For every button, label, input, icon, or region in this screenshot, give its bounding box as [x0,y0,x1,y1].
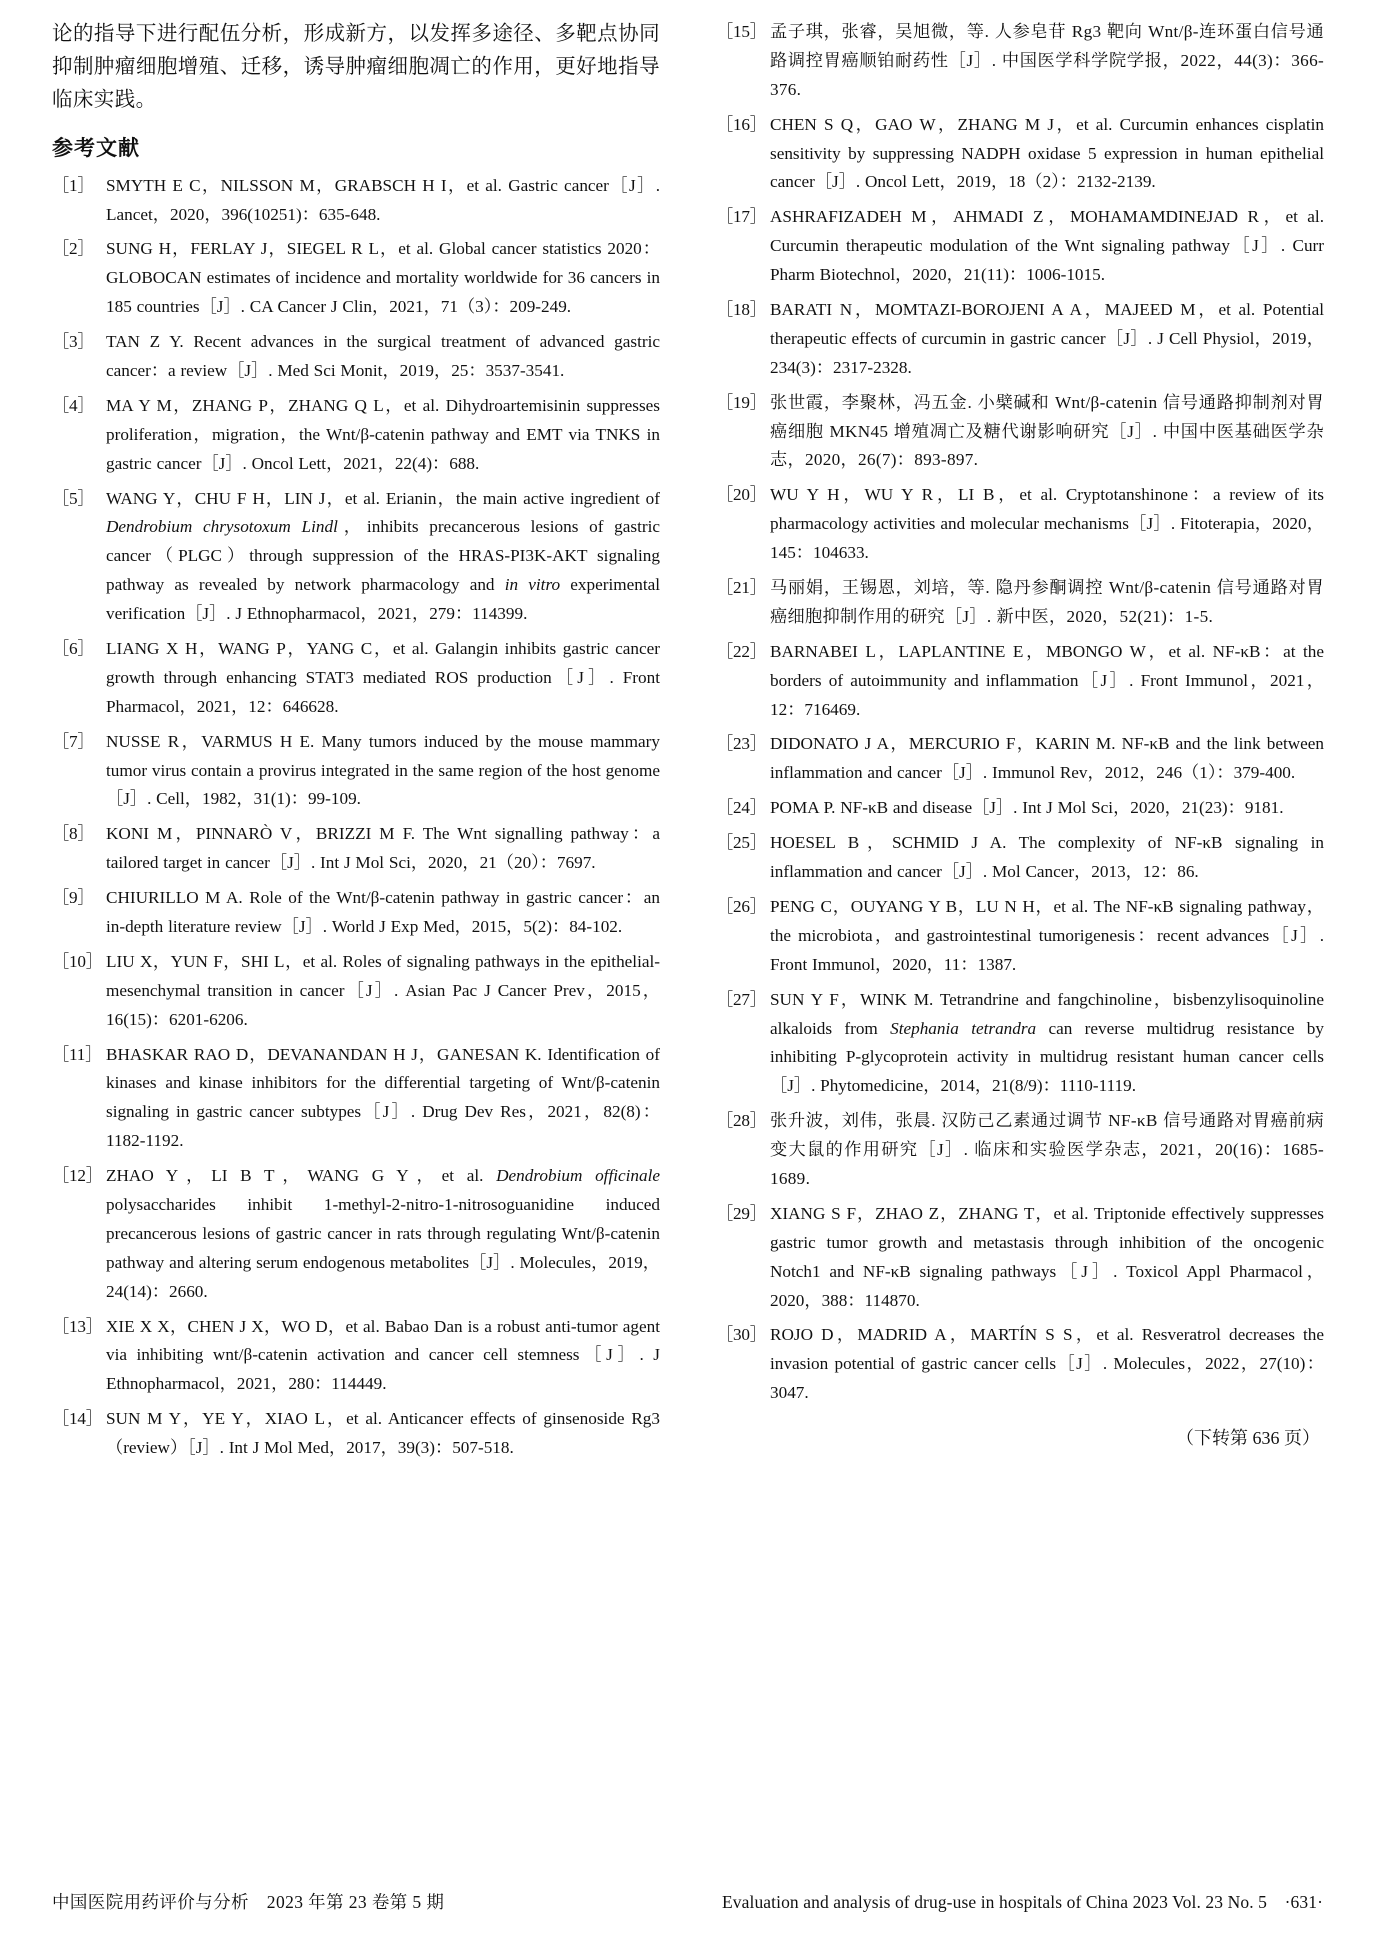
reference-number: ［23］ [716,734,767,754]
reference-text: HOESEL B，SCHMID J A. The complexity of NF-κB signaling in inflammation and cancer［J］. Mol Cancer，2013，12：86. [770,833,1324,882]
reference-text: TAN Z Y. Recent advances in the surgical treatment of advanced gastric cancer：a review［J］. Med Sci Monit，2019，25：3537-3541. [106,332,660,380]
reference-entry [716,1107,1324,1194]
reference-entry [716,203,1324,290]
reference-entry [52,1162,660,1306]
reference-number: ［16］ [716,114,767,134]
reference-entry [716,18,1324,105]
reference-text: 孟子琪，张睿，吴旭微，等. 人参皂苷 Rg3 靶向 Wnt/β-连环蛋白信号通路调控胃癌顺铂耐药性［J］. 中国医学科学院学报，2022，44(3)：366-376. [770,22,1324,99]
reference-number: ［12］ [52,1166,103,1186]
reference-entry [52,172,660,230]
reference-number: ［27］ [716,989,767,1009]
reference-entry [52,948,660,1035]
reference-entry [52,485,660,629]
footer-journal-name-en: Evaluation and analysis of drug-use in hospitals of China 2023 Vol. 23 No. 5 ·631· [721,1892,1323,1912]
reference-entry [52,820,660,878]
reference-number: ［26］ [716,896,767,916]
reference-text: 马丽娟，王锡恩，刘培，等. 隐丹参酮调控 Wnt/β-catenin 信号通路对胃癌细胞抑制作用的研究［J］. 新中医，2020，52(21)：1-5. [770,578,1324,626]
reference-number: ［22］ [716,641,767,661]
reference-number: ［1］ [52,175,95,195]
reference-entry [52,884,660,942]
two-column-body [52,18,1323,1469]
reference-number: ［19］ [716,392,767,412]
reference-entry [716,481,1324,568]
reference-entry [716,574,1324,632]
reference-entry [716,794,1324,823]
reference-number: ［29］ [716,1203,767,1223]
reference-entry [716,730,1324,788]
reference-text: BARNABEI L，LAPLANTINE E，MBONGO W，et al. NF-κB：at the borders of autoimmunity and inflammation［J］. Front Immunol，2021，12：716469. [770,641,1324,719]
reference-number: ［9］ [52,888,95,908]
reference-number: ［30］ [716,1325,767,1345]
reference-text: LIU X，YUN F，SHI L，et al. Roles of signaling pathways in the epithelial-mesenchymal transition in cancer［J］. Asian Pac J Cancer Prev，2015，16(15)：6201-6206. [106,951,660,1029]
continued-note: （下转第 636 页） [1176,1428,1320,1449]
reference-text: CHEN S Q，GAO W，ZHANG M J，et al. Curcumin enhances cisplatin sensitivity by suppressing NADPH oxidase 5 expression in human epithelial cancer［J］. Oncol Lett，2019，18（2）：2132-2139. [770,114,1324,192]
reference-number: ［5］ [52,488,95,508]
reference-number: ［20］ [716,485,767,505]
reference-text: SUNG H，FERLAY J，SIEGEL R L，et al. Global cancer statistics 2020：GLOBOCAN estimates of incidence and mortality worldwide for 36 cancers in 185 countries［J］. CA Cancer J Clin，2021，71（3）：209-249. [106,239,660,317]
reference-number: ［21］ [716,578,767,598]
reference-number: ［24］ [716,798,767,818]
reference-text: ZHAO Y，LI B T，WANG G Y，et al. Dendrobium officinale polysaccharides inhibit 1-methyl-2-nitro-1-nitrosoguanidine induced precancerous lesions of gastric cancer in rats through regulating Wnt/β-catenin pathway and altering serum endogenous metabolites［J］. Molecules，2019，24(14)：2660. [106,1166,660,1301]
reference-number: ［10］ [52,951,103,971]
reference-number: ［8］ [52,824,95,844]
intro-paragraph: 论的指导下进行配伍分析，形成新方，以发挥多途径、多靶点协同抑制肿瘤细胞增殖、迁移，诱导肿瘤细胞凋亡的作用，更好地指导临床实践。 [52,23,660,112]
reference-entry [716,986,1324,1102]
reference-number: ［11］ [52,1044,103,1064]
reference-text: SMYTH E C，NILSSON M，GRABSCH H I，et al. Gastric cancer［J］. Lancet，2020，396(10251)：635-648. [106,175,660,224]
reference-text: PENG C，OUYANG Y B，LU N H，et al. The NF-κB signaling pathway，the microbiota，and gastrointestinal tumorigenesis：recent advances［J］. Front Immunol，2020，11：1387. [770,896,1324,974]
reference-number: ［18］ [716,300,767,320]
reference-text: WANG Y，CHU F H，LIN J，et al. Erianin，the main active ingredient of Dendrobium chrysotoxum Lindl，inhibits precancerous lesions of gastric cancer（PLGC）through suppression of the HRAS-PI3K-AKT signaling pathway as revealed by network pharmacology and in vitro experimental verification［J］. J Ethnopharmacol，2021，279：114399. [106,488,660,624]
reference-entry [52,1313,660,1400]
footer-journal-name-cn: 中国医院用药评价与分析 2023 年第 23 卷第 5 期 [52,1892,445,1912]
reference-text: WU Y H，WU Y R，LI B，et al. Cryptotanshinone：a review of its pharmacology activities and molecular mechanisms［J］. Fitoterapia，2020，145：104633. [770,485,1324,563]
reference-entry [52,1041,660,1157]
reference-text: DIDONATO J A，MERCURIO F，KARIN M. NF-κB and the link between inflammation and cancer［J］. Immunol Rev，2012，246（1）：379-400. [770,734,1324,783]
reference-number: ［13］ [52,1316,103,1336]
reference-entry [716,1200,1324,1316]
reference-entry [716,1321,1324,1408]
reference-text: ASHRAFIZADEH M，AHMADI Z，MOHAMAMDINEJAD R，et al. Curcumin therapeutic modulation of the Wnt signaling pathway［J］. Curr Pharm Biotechnol，2020，21(11)：1006-1015. [770,207,1324,285]
reference-number: ［28］ [716,1111,767,1131]
reference-number: ［15］ [716,22,767,41]
reference-text: KONI M，PINNARÒ V，BRIZZI M F. The Wnt signalling pathway：a tailored target in cancer［J］. Int J Mol Sci，2020，21（20）：7697. [106,824,660,873]
reference-entry [52,392,660,479]
reference-text: 张世霞，李聚林，冯五金. 小檗碱和 Wnt/β-catenin 信号通路抑制剂对胃癌细胞 MKN45 增殖凋亡及糖代谢影响研究［J］. 中国中医基础医学杂志，2020，26(7)：893-897. [770,392,1324,470]
reference-entry [716,893,1324,980]
reference-text: MA Y M，ZHANG P，ZHANG Q L，et al. Dihydroartemisinin suppresses proliferation，migration，the Wnt/β-catenin pathway and EMT via TNKS in gastric cancer［J］. Oncol Lett，2021，22(4)：688. [106,395,660,473]
reference-entry [716,111,1324,198]
reference-entry [52,235,660,322]
reference-number: ［3］ [52,332,95,352]
reference-list-left [52,172,660,1463]
reference-number: ［25］ [716,833,767,853]
reference-text: CHIURILLO M A. Role of the Wnt/β-catenin pathway in gastric cancer：an in-depth literature review［J］. World J Exp Med，2015，5(2)：84-102. [106,888,660,936]
reference-number: ［4］ [52,395,95,415]
reference-text: XIE X X，CHEN J X，WO D，et al. Babao Dan is a robust anti-tumor agent via inhibiting wnt/β-catenin activation and cancer cell stemness［J］. J Ethnopharmacol，2021，280：114449. [106,1316,660,1394]
reference-text: ROJO D，MADRID A，MARTÍN S S，et al. Resveratrol decreases the invasion potential of gastric cancer cells［J］. Molecules，2022，27(10)：3047. [770,1325,1324,1403]
reference-number: ［7］ [52,731,95,751]
left-column [52,18,660,1469]
reference-entry [716,829,1324,887]
reference-number: ［17］ [716,207,767,227]
reference-text: NUSSE R，VARMUS H E. Many tumors induced by the mouse mammary tumor virus contain a provirus integrated in the same region of the host genome［J］. Cell，1982，31(1)：99-109. [106,731,660,809]
right-column [716,18,1324,1450]
reference-entry [52,1405,660,1463]
reference-number: ［2］ [52,239,95,259]
references-heading: 参考文献 [52,135,140,160]
reference-entry [716,296,1324,383]
reference-text: BARATI N，MOMTAZI-BOROJENI A A，MAJEED M，et al. Potential therapeutic effects of curcumin in gastric cancer［J］. J Cell Physiol，2019，234(3)：2317-2328. [770,300,1324,377]
page-footer [52,1889,1323,1914]
reference-entry [52,635,660,722]
reference-entry [716,638,1324,725]
reference-entry [52,728,660,815]
reference-text: XIANG S F，ZHAO Z，ZHANG T，et al. Triptonide effectively suppresses gastric tumor growth and metastasis through inhibition of the oncogenic Notch1 and NF-κB signaling pathways［J］. Toxicol Appl Pharmacol，2020，388：114870. [770,1203,1324,1310]
reference-list-right [716,18,1324,1408]
reference-number: ［6］ [52,638,95,658]
reference-text: BHASKAR RAO D，DEVANANDAN H J，GANESAN K. Identification of kinases and kinase inhibitors for the differential targeting of Wnt/β-catenin signaling in gastric cancer subtypes［J］. Drug Dev Res，2021，82(8)：1182-1192. [106,1044,660,1151]
reference-text: SUN M Y，YE Y，XIAO L，et al. Anticancer effects of ginsenoside Rg3（review）［J］. Int J Mol Med，2017，39(3)：507-518. [106,1409,660,1458]
reference-text: LIANG X H，WANG P，YANG C，et al. Galangin inhibits gastric cancer growth through enhancing STAT3 mediated ROS production［J］. Front Pharmacol，2021，12：646628. [106,638,660,716]
reference-number: ［14］ [52,1409,103,1429]
reference-text: 张升波，刘伟，张晨. 汉防己乙素通过调节 NF-κB 信号通路对胃癌前病变大鼠的作用研究［J］. 临床和实验医学杂志，2021，20(16)：1685-1689. [770,1111,1324,1188]
reference-entry [52,328,660,386]
reference-entry [716,389,1324,476]
reference-text: SUN Y F，WINK M. Tetrandrine and fangchinoline，bisbenzylisoquinoline alkaloids from Stephania tetrandra can reverse multidrug resistance by inhibiting P-glycoprotein activity in multidrug resistant human cancer cells［J］. Phytomedicine，2014，21(8/9)：1110-1119. [770,989,1324,1096]
reference-text: POMA P. NF-κB and disease［J］. Int J Mol Sci，2020，21(23)：9181. [770,798,1284,818]
